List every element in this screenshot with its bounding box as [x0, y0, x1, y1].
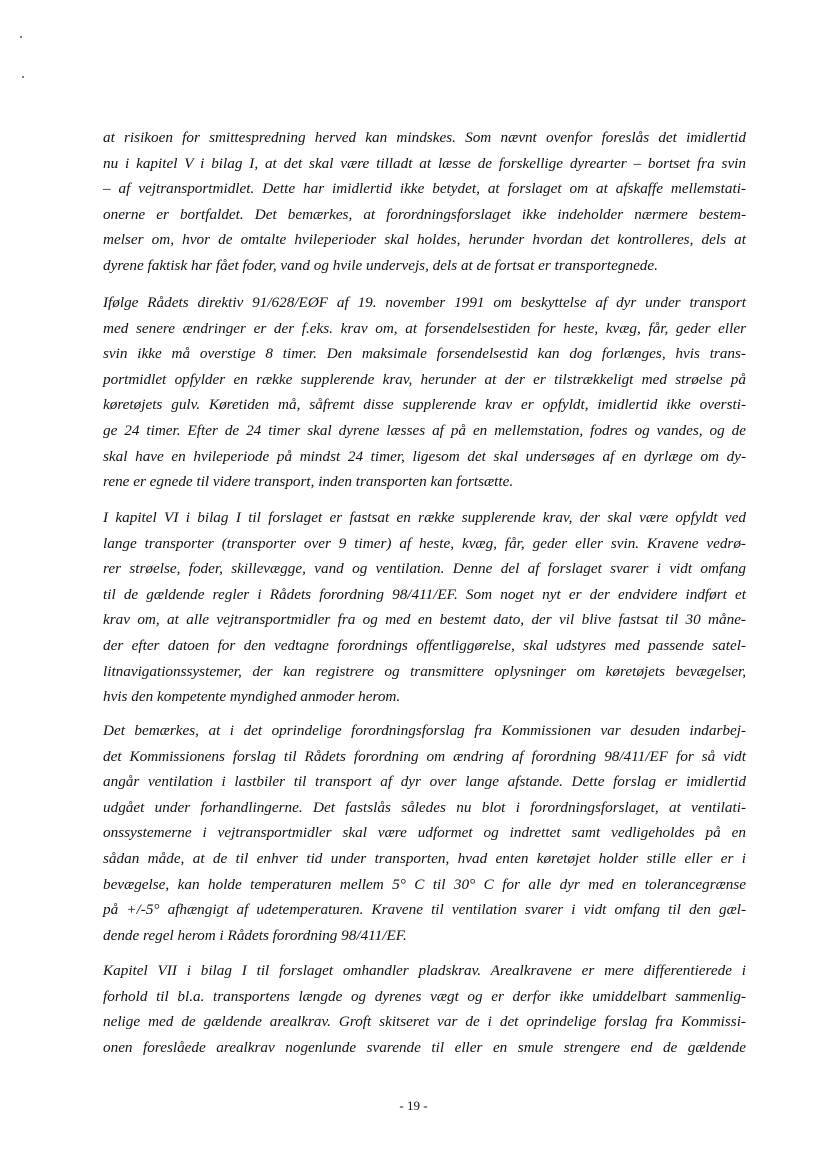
text-line: rer strøelse, foder, skillevægge, vand og ventilation. Denne del af forslaget svarer i vidt omfang [103, 560, 746, 578]
text-line: forhold til bl.a. transportens længde og dyrenes vægt og er derfor ikke umiddelbart sammenlig- [103, 987, 746, 1005]
text-line: at risikoen for smittespredning herved kan mindskes. Som nævnt ovenfor foreslås det imidlertid [103, 129, 746, 146]
text-line: – af vejtransportmidlet. Dette har imidlertid ikke betydet, at forslaget om at afskaffe mellemstati- [103, 180, 746, 198]
text-line: køretøjets gulv. Køretiden må, såfremt disse supplerende krav er opfyldt, imidlertid ikke oversti- [103, 396, 746, 414]
text-line: Det bemærkes, at i det oprindelige forordningsforslag fra Kommissionen var desuden indarbej- [103, 722, 746, 739]
text-line: skal have en hvileperiode på mindst 24 timer, ligesom det skal undersøges af en dyrlæge om dy- [103, 447, 746, 465]
text-line: portmidlet opfylder en række supplerende krav, herunder at der er tilstrækkeligt med strøelse på [103, 370, 746, 388]
page-number: - 19 - [399, 1098, 428, 1113]
text-line: lange transporter (transporter over 9 timer) af heste, kvæg, får, geder eller svin. Kravene vedrø- [103, 534, 746, 552]
text-line: onssystemerne i vejtransportmidler skal være udformet og indrettet samt vedligeholdes på en [103, 824, 746, 842]
text-line: udgået under forhandlingerne. Det fastslås således nu blot i forordningsforslaget, at ventilati- [103, 798, 746, 816]
text-line: Kapitel VII i bilag I til forslaget omhandler pladskrav. Arealkravene er mere differentierede i [103, 962, 746, 979]
text-line: krav om, at alle vejtransportmidler fra og med en bestemt dato, der vil blive fastsat til 30 måne- [103, 611, 746, 629]
text-line: onen foreslåede arealkrav nogenlunde svarende til eller en smule strengere end de gældende [103, 1038, 746, 1056]
text-line: litnavigationssystemer, der kan registrere og transmittere oplysninger om køretøjets bevægelser, [103, 662, 746, 680]
paragraph-3 [103, 505, 746, 710]
text-line: melser om, hvor de omtalte hvileperioder skal holdes, herunder hvordan det kontrolleres, dels at [103, 231, 746, 249]
text-line: Ifølge Rådets direktiv 91/628/EØF af 19. november 1991 om beskyttelse af dyr under transport [103, 294, 746, 311]
text-line: hvis den kompetente myndighed anmoder herom. [103, 688, 401, 706]
scan-artifact-dot [20, 36, 22, 38]
text-line: ge 24 timer. Efter de 24 timer skal dyrene læsses af på en mellemstation, fodres og vandes, og de [103, 421, 746, 439]
text-line: bevægelse, kan holde temperaturen mellem 5° C til 30° C for alle dyr med en tolerancegrænse [103, 875, 746, 893]
text-line: nelige med de gældende arealkrav. Groft skitseret var de i det oprindelige forslag fra Kommissi- [103, 1013, 746, 1031]
text-line: på +/-5° afhængigt af udetemperaturen. Kravene til ventilation svarer i vidt omfang til den gæl- [103, 901, 746, 919]
scan-artifact-dot [22, 76, 24, 78]
text-line: nu i kapitel V i bilag I, at det skal være tilladt at læsse de forskellige dyrearter – bortset fra svin [103, 154, 746, 172]
text-line: angår ventilation i lastbiler til transport af dyr over lange afstande. Dette forslag er imidlertid [103, 773, 746, 791]
text-line: I kapitel VI i bilag I til forslaget er fastsat en række supplerende krav, der skal være opfyldt ved [103, 509, 746, 526]
text-line: sådan måde, at de til enhver tid under transporten, hvad enten køretøjet holder stille eller er i [103, 849, 746, 867]
text-line: det Kommissionens forslag til Rådets forordning om ændring af forordning 98/411/EF for så vidt [103, 747, 746, 765]
paragraph-5 [103, 958, 746, 1060]
text-line: med senere ændringer er der f.eks. krav om, at forsendelsestiden for heste, kvæg, får, geder eller [103, 319, 746, 337]
text-line: dende regel herom i Rådets forordning 98/411/EF. [103, 926, 407, 944]
text-line: svin ikke må overstige 8 timer. Den maksimale forsendelsestid kan dog forlænges, hvis trans- [103, 345, 746, 363]
text-line: til de gældende regler i Rådets forordning 98/411/EF. Som noget nyt er der endvidere indført et [103, 585, 746, 603]
paragraph-1 [103, 125, 746, 279]
text-line: der efter datoen for den vedtagne forordnings offentliggørelse, skal udstyres med passende satel- [103, 636, 746, 654]
paragraph-2 [103, 290, 746, 495]
text-line: dyrene faktisk har fået foder, vand og hvile undervejs, dels at de fortsat er transportegnede. [103, 256, 658, 274]
text-line: onerne er bortfaldet. Det bemærkes, at forordningsforslaget ikke indeholder nærmere bestem- [103, 205, 746, 223]
paragraph-4 [103, 718, 746, 948]
text-line: rene er egnede til videre transport, inden transporten kan fortsætte. [103, 473, 514, 491]
